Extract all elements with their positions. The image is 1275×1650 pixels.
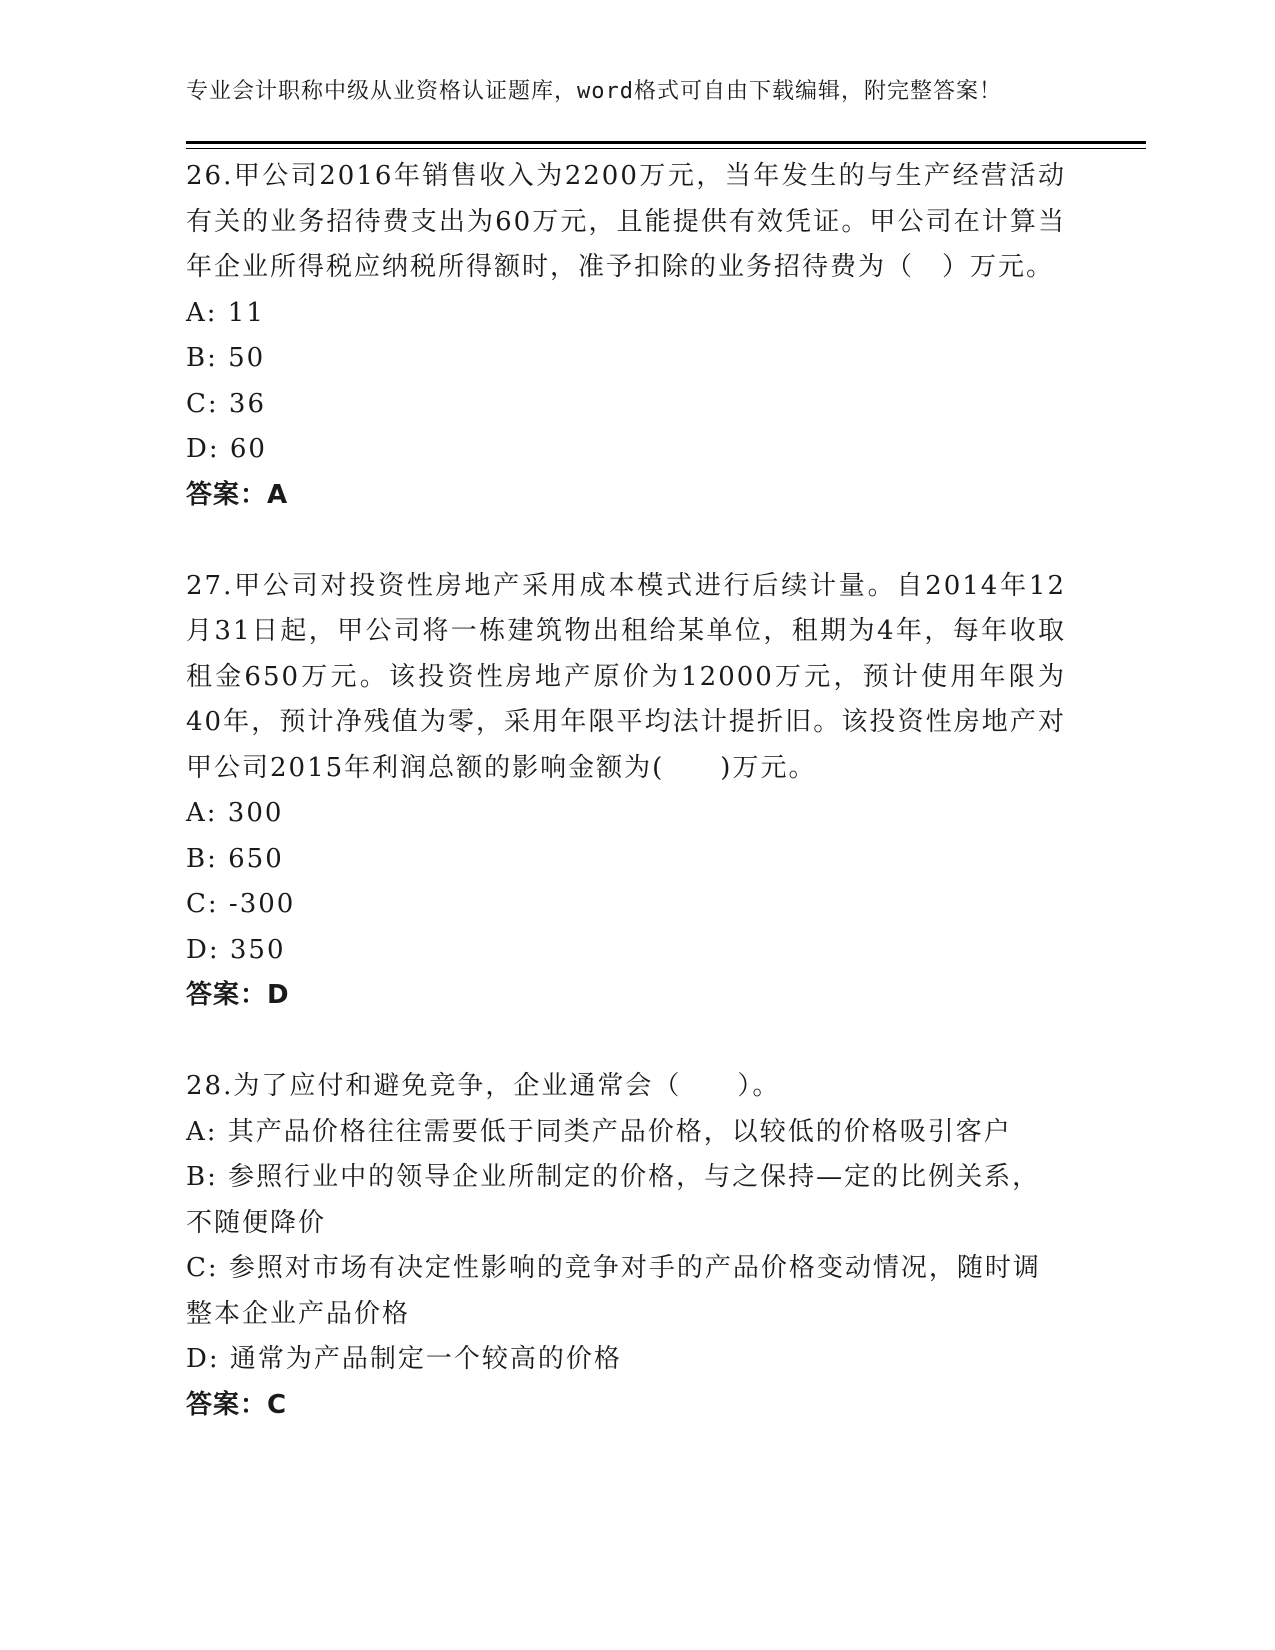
question-stem: 26.甲公司2016年销售收入为2200万元，当年发生的与生产经营活动有关的业务招待费支出为60万元，且能提供有效凭证。甲公司在计算当年企业所得税应纳税所得额时，准予扣除的业务招待费为（ ）万元。 [186,161,1066,282]
option-c: C: 参照对市场有决定性影响的竞争对手的产品价格变动情况，随时调整本企业产品价格 [186,1253,1041,1329]
option-d: D: 60 [186,434,267,464]
option-c: C: -300 [186,889,296,919]
option-b: B: 参照行业中的领导企业所制定的价格，与之保持—定的比例关系，不随便降价 [186,1162,1041,1238]
answer-line: 答案：C [186,1389,288,1420]
question-stem: 27.甲公司对投资性房地产采用成本模式进行后续计量。自2014年12月31日起，甲公司将一栋建筑物出租给某单位，租期为4年，每年收取租金650万元。该投资性房地产原价为12000万元，预计使用年限为40年，预计净残值为零，采用年限平均法计提折旧。该投资性房地产对甲公司2015年利润总额的影响金额为( )万元。 [186,570,1066,783]
option-d: D: 通常为产品制定一个较高的价格 [186,1344,622,1374]
page-header: 专业会计职称中级从业资格认证题库，word格式可自由下载编辑，附完整答案！ [186,79,1002,104]
question-stem: 28.为了应付和避免竞争，企业通常会（ ）。 [186,1071,781,1101]
option-a: A: 11 [186,297,265,328]
question-27 [186,564,1066,1019]
option-a: A: 其产品价格往往需要低于同类产品价格，以较低的价格吸引客户 [186,1116,1012,1147]
answer-line: 答案：A [186,479,289,510]
header-rule-thin [186,148,1146,149]
option-a: A: 300 [186,798,284,828]
question-28 [186,1064,1066,1428]
option-d: D: 350 [186,934,286,965]
question-26 [186,154,1066,518]
option-b: B: 650 [186,843,284,874]
header-rule-thick [186,141,1146,144]
answer-line: 答案：D [186,980,290,1010]
option-c: C: 36 [186,388,267,419]
option-b: B: 50 [186,343,266,373]
question-list [186,154,1066,1428]
